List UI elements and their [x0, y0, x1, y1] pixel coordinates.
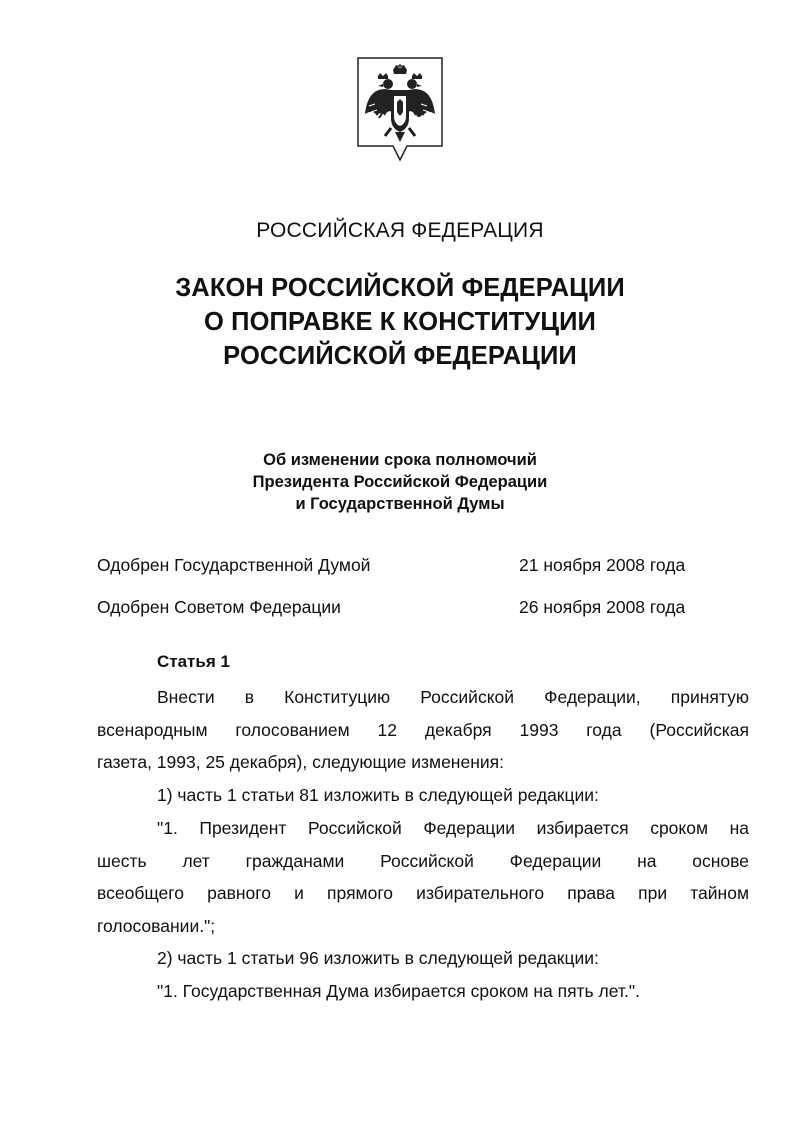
text-line: газета, 1993, 25 декабря), следующие изменения: [97, 752, 504, 772]
subtitle-line: и Государственной Думы [295, 495, 505, 513]
text-line: Внести в Конституцию Российской Федерации, принятую [157, 687, 749, 707]
article-item-2 [97, 942, 749, 975]
article-paragraph-1 [97, 681, 749, 779]
text-line: 1) часть 1 статьи 81 изложить в следующей редакции: [157, 785, 599, 805]
text-line: всенародным голосованием 12 декабря 1993 года (Российская [97, 719, 749, 740]
approval-body: Одобрен Советом Федерации [97, 597, 341, 617]
law-title [0, 271, 800, 373]
text-line: шесть лет гражданами Российской Федерации на основе [97, 850, 749, 871]
subtitle-line: Президента Российской Федерации [252, 473, 548, 491]
law-title-line: РОССИЙСКОЙ ФЕДЕРАЦИИ [223, 342, 577, 370]
country-name: РОССИЙСКАЯ ФЕДЕРАЦИЯ [256, 219, 544, 242]
article-item-1 [97, 779, 749, 812]
text-line: 2) часть 1 статьи 96 изложить в следующей редакции: [157, 948, 599, 968]
law-subtitle [0, 449, 800, 515]
article-quote-1 [97, 812, 749, 942]
text-line: всеобщего равного и прямого избирательного права при тайном [97, 883, 749, 903]
law-title-line: О ПОПРАВКЕ К КОНСТИТУЦИИ [204, 308, 596, 336]
text-line: "1. Президент Российской Федерации избирается сроком на [157, 818, 749, 838]
approval-date: 21 ноября 2008 года [519, 555, 686, 575]
subtitle-line: Об изменении срока полномочий [263, 451, 537, 469]
law-title-line: ЗАКОН РОССИЙСКОЙ ФЕДЕРАЦИИ [175, 274, 625, 302]
article-quote-2 [97, 975, 749, 1008]
text-line: голосовании."; [97, 915, 216, 936]
coat-of-arms-icon [355, 56, 445, 164]
approval-date: 26 ноября 2008 года [519, 597, 686, 617]
text-line: "1. Государственная Дума избирается сроком на пять лет.". [157, 981, 640, 1001]
approval-body: Одобрен Государственной Думой [97, 555, 371, 575]
article-heading: Статья 1 [157, 652, 230, 671]
